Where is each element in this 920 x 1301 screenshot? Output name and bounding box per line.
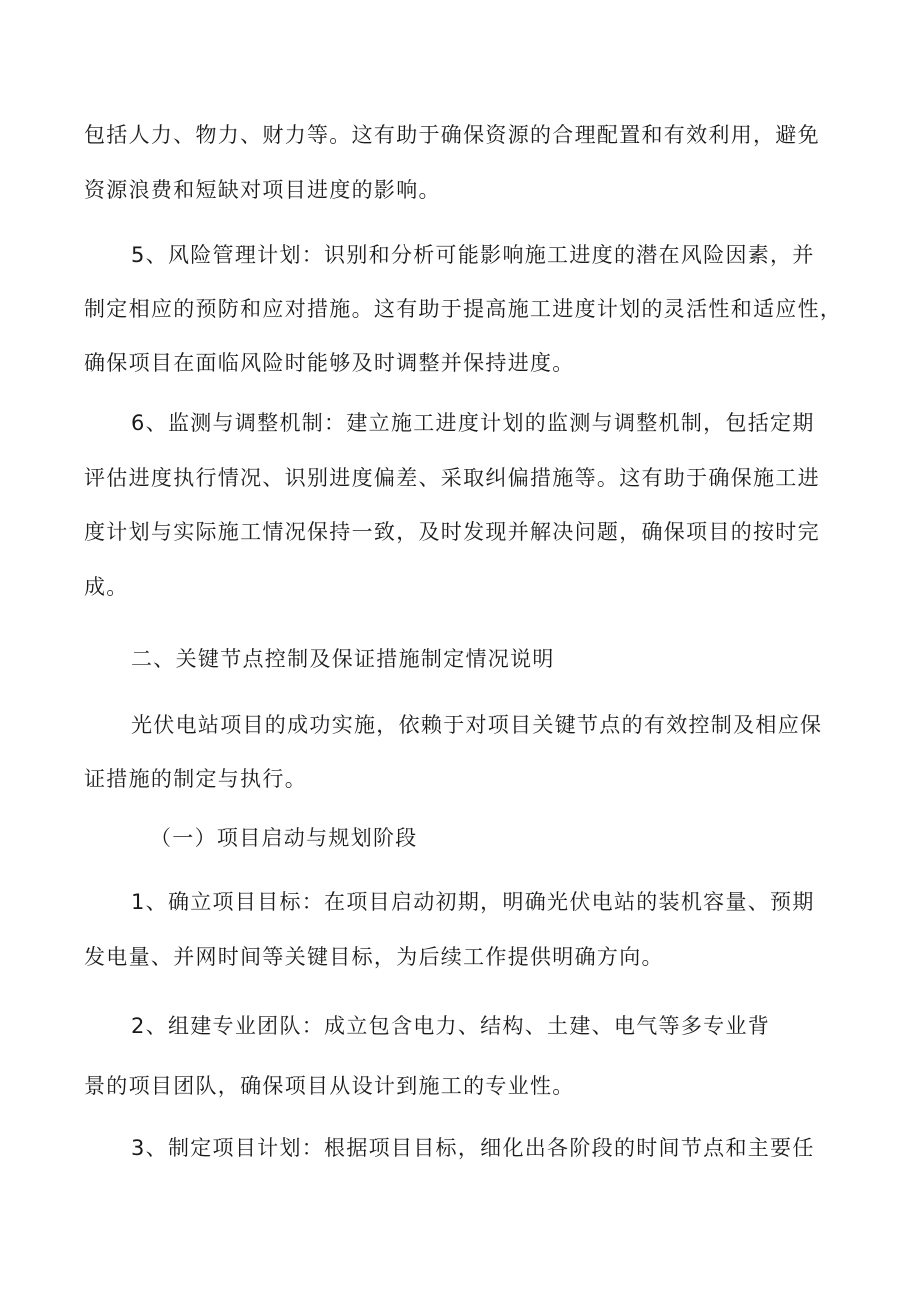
text-line: 评估进度执行情况、识别进度偏差、采取纠偏措施等。这有助于确保施工进: [84, 466, 820, 490]
text-line: 5、风险管理计划：识别和分析可能影响施工进度的潜在风险因素，并: [131, 243, 815, 267]
text-line: 制定相应的预防和应对措施。这有助于提高施工进度计划的灵活性和适应性，: [84, 297, 843, 321]
text-line: 发电量、并网时间等关键目标，为后续工作提供明确方向。: [84, 945, 664, 969]
text-line: 确保项目在面临风险时能够及时调整并保持进度。: [84, 351, 575, 375]
text-line: 1、确立项目目标：在项目启动初期，明确光伏电站的装机容量、预期: [131, 890, 815, 914]
subsection-heading: （一）项目启动与规划阶段: [150, 826, 418, 850]
text-line: 度计划与实际施工情况保持一致，及时发现并解决问题，确保项目的按时完: [84, 520, 820, 544]
text-line: 2、组建专业团队：成立包含电力、结构、土建、电气等多专业背: [131, 1014, 771, 1038]
section-heading: 二、关键节点控制及保证措施制定情况说明: [131, 647, 555, 671]
text-line: 包括人力、物力、财力等。这有助于确保资源的合理配置和有效利用，避免: [84, 123, 820, 147]
text-line: 景的项目团队，确保项目从设计到施工的专业性。: [84, 1074, 575, 1098]
text-line: 光伏电站项目的成功实施，依赖于对项目关键节点的有效控制及相应保: [131, 713, 823, 737]
text-line: 6、监测与调整机制：建立施工进度计划的监测与调整机制，包括定期: [131, 411, 815, 435]
text-line: 资源浪费和短缺对项目进度的影响。: [84, 178, 441, 202]
text-line: 3、制定项目计划：根据项目目标，细化出各阶段的时间节点和主要任: [131, 1136, 815, 1160]
text-line: 证措施的制定与执行。: [84, 767, 307, 791]
text-line: 成。: [84, 575, 129, 599]
